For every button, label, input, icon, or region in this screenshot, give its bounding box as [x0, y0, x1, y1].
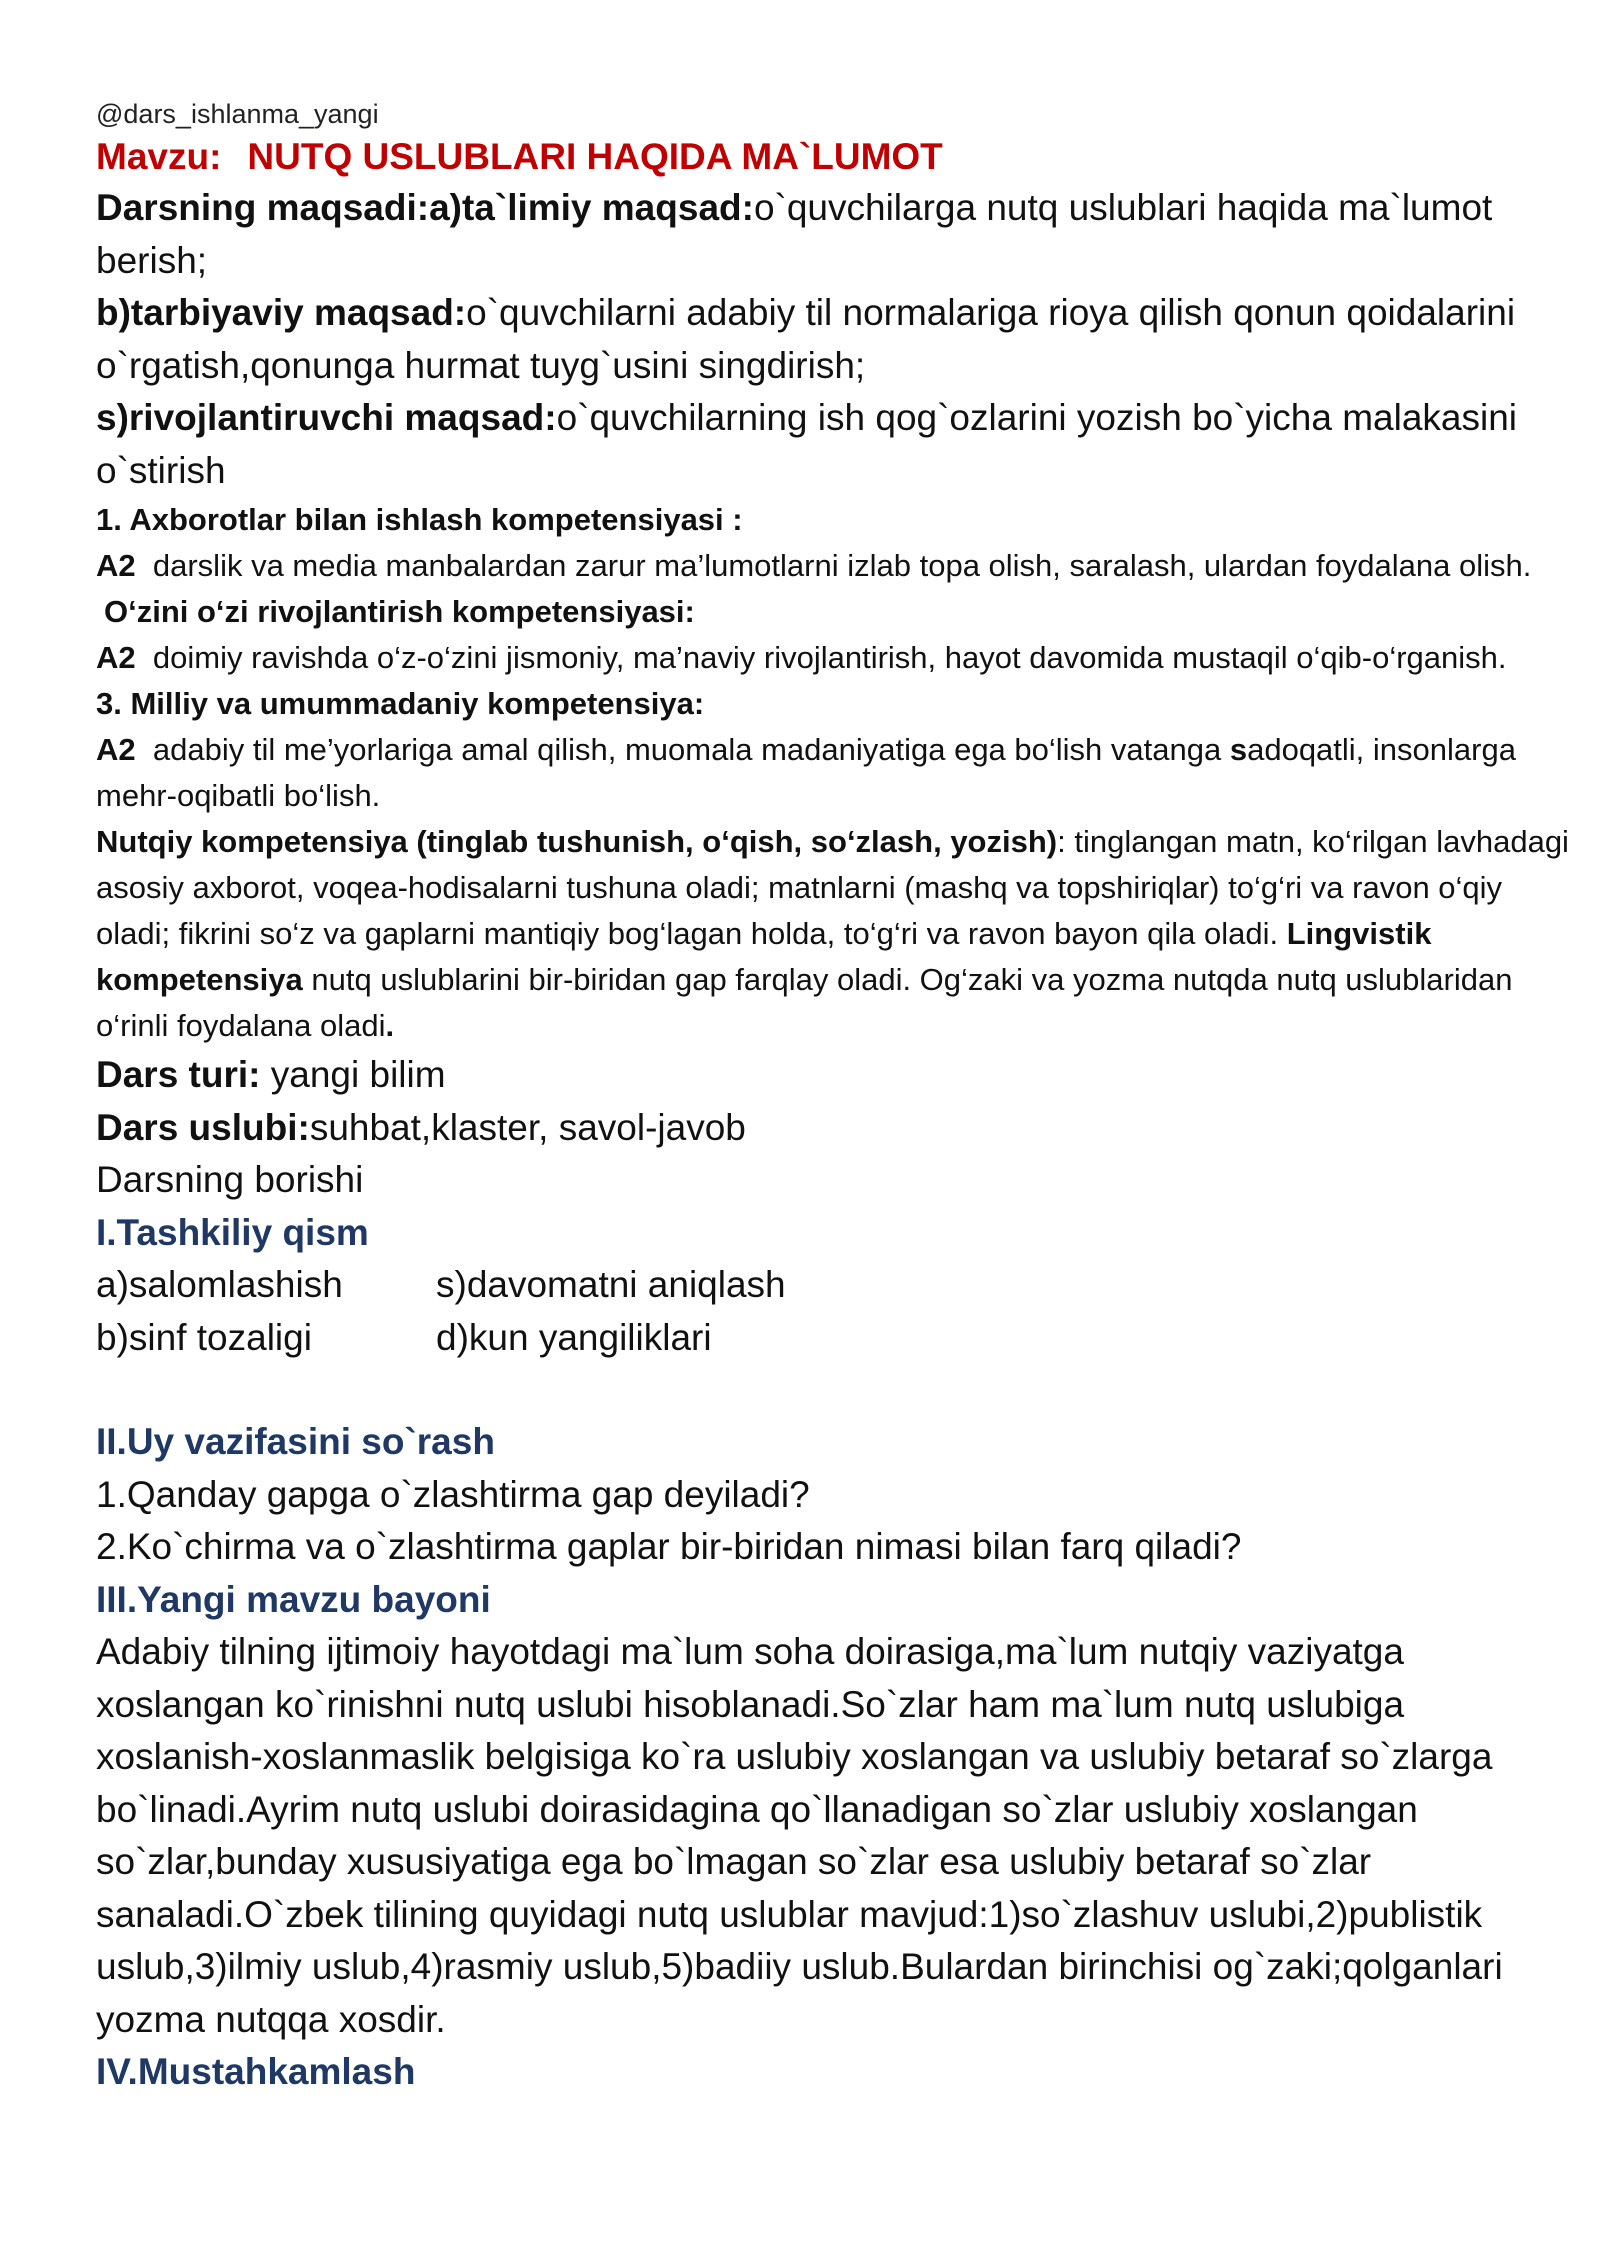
competency-2-text	[96, 635, 1576, 681]
goal-upbringing	[96, 287, 1576, 392]
section-2-question-1: 1.Qanday gapga o`zlashtirma gap deyiladi?	[96, 1473, 810, 1515]
lesson-title	[96, 132, 1576, 182]
section-1-row-2	[96, 1312, 1576, 1365]
lesson-method	[96, 1102, 1576, 1155]
section-1-heading: I.Tashkiliy qism	[96, 1211, 369, 1253]
competency-1-text	[96, 543, 1576, 589]
linguistic-competency-text: nutq uslublarini bir-biridan gap farqlay oladi. Og‘zaki va yozma nutqda nutq uslublaridan o‘rinli foydalana oladi	[96, 962, 1513, 1043]
competency-1-code: A2	[96, 548, 136, 583]
linguistic-competency-end: .	[385, 1008, 395, 1043]
lesson-type-label: Dars turi:	[96, 1054, 261, 1095]
lesson-method-label: Dars uslubi:	[96, 1106, 310, 1148]
competency-3-code: A2	[96, 732, 136, 767]
section-2-heading: II.Uy vazifasini so`rash	[96, 1421, 495, 1462]
speech-competency-heading: Nutqiy kompetensiya (tinglab tushunish, o‘qish, so‘zlash, yozish)	[96, 824, 1058, 859]
competency-2-desc: doimiy ravishda o‘z-o‘zini jismoniy, ma’naviy rivojlantirish, hayot davomida mustaqil o‘qib-o‘rganish.	[152, 640, 1507, 675]
speech-competency-text: : tinglangan matn, ko‘rilgan lavhadagi asosiy axborot, voqea-hodisalarni tushuna oladi; matnlarni (mashq va topshiriqlar) to‘g‘ri va ravon o‘qiy oladi; fikrini so‘z va gaplarni mantiqiy bog‘lagan holda, to‘g‘ri va ravon bayon qila oladi.	[96, 824, 1569, 951]
goal-b-label: b)tarbiyaviy maqsad:	[96, 292, 467, 333]
competency-3-desc-1: adabiy til me’yorlariga amal qilish, muomala madaniyatiga ega bo‘lish vatanga	[152, 732, 1230, 767]
title-text: NUTQ USLUBLARI HAQIDA MA`LUMOT	[247, 136, 943, 177]
competency-3-heading: 3. Milliy va umummadaniy kompetensiya:	[96, 686, 705, 721]
section-3-heading: III.Yangi mavzu bayoni	[96, 1578, 491, 1620]
section-1-item-s: s)davomatni aniqlash	[436, 1264, 786, 1305]
lesson-method-value: suhbat,klaster, savol-javob	[309, 1106, 746, 1148]
linguistic-competency-heading: Lingvistik kompetensiya	[96, 916, 1432, 997]
spacer	[96, 1364, 1576, 1416]
lesson-type-value: yangi bilim	[260, 1054, 446, 1095]
competency-2-heading: O‘zini o‘zi rivojlantirish kompetensiyasi:	[104, 594, 695, 629]
competency-3-desc-2: adoqatli, insonlarga mehr-oqibatli bo‘lish.	[96, 732, 1516, 813]
section-2-question-2: 2.Ko`chirma va o`zlashtirma gaplar bir-biridan nimasi bilan farq qiladi?	[96, 1526, 1242, 1567]
goal-a-text: o`quvchilarga nutq uslublari haqida ma`lumot berish;	[96, 187, 1493, 281]
lesson-type	[96, 1049, 1576, 1102]
section-1-item-b: b)sinf tozaligi	[96, 1316, 312, 1358]
title-label: Mavzu:	[96, 136, 222, 177]
competency-1-desc: darslik va media manbalardan zarur ma’lumotlarni izlab topa olish, saralash, ulardan foydalana olish.	[152, 548, 1532, 583]
lesson-progress: Darsning borishi	[96, 1159, 364, 1200]
section-3-body: Adabiy tilning ijtimoiy hayotdagi ma`lum soha doirasiga,ma`lum nutqiy vaziyatga xoslangan ko`rinishni nutq uslubi hisoblanadi.So`zlar ham ma`lum nutq uslubiga xoslanish-xoslanmaslik belgisiga ko`ra uslubiy xoslangan va uslubiy betaraf so`zlarga bo`linadi.Ayrim nutq uslubi doirasidagina qo`llanadigan so`zlar uslubiy xoslangan so`zlar,bunday xususiyatiga ega bo`lmagan so`zlar esa uslubiy betaraf so`zlar sanaladi.O`zbek tilining quyidagi nutq uslublar mavjud:1)so`zlashuv uslubi,2)publistik uslub,3)ilmiy uslub,4)rasmiy uslub,5)badiiy uslub.Bulardan birinchisi og`zaki;qolganlari yozma nutqqa xosdir.	[96, 1631, 1503, 2040]
section-1-item-d: d)kun yangiliklari	[436, 1316, 712, 1358]
competency-3-desc-bold: s	[1229, 732, 1248, 767]
goal-b-text: o`quvchilarni adabiy til normalariga rioya qilish qonun qoidalarini o`rgatish,qonunga hurmat tuyg`usini singdirish;	[96, 292, 1516, 386]
channel-handle: @dars_ishlanma_yangi	[96, 99, 379, 129]
speech-competency	[96, 819, 1576, 1049]
goal-s-text: o`quvchilarning ish qog`ozlarini yozish bo`yicha malakasini o`stirish	[96, 397, 1517, 491]
goal-educational	[96, 182, 1576, 287]
goal-s-label: s)rivojlantiruvchi maqsad:	[96, 397, 557, 438]
competency-3-text	[96, 727, 1576, 819]
section-4-heading: IV.Mustahkamlash	[96, 2051, 416, 2092]
goal-a-label: Darsning maqsadi:a)ta`limiy maqsad:	[96, 187, 754, 228]
section-1-row-1	[96, 1259, 1576, 1312]
competency-1-heading: 1. Axborotlar bilan ishlash kompetensiyasi :	[96, 502, 743, 537]
competency-2-code: A2	[96, 640, 136, 675]
goal-developmental	[96, 392, 1576, 497]
section-1-item-a: a)salomlashish	[96, 1264, 343, 1305]
document-page	[96, 96, 1576, 2099]
